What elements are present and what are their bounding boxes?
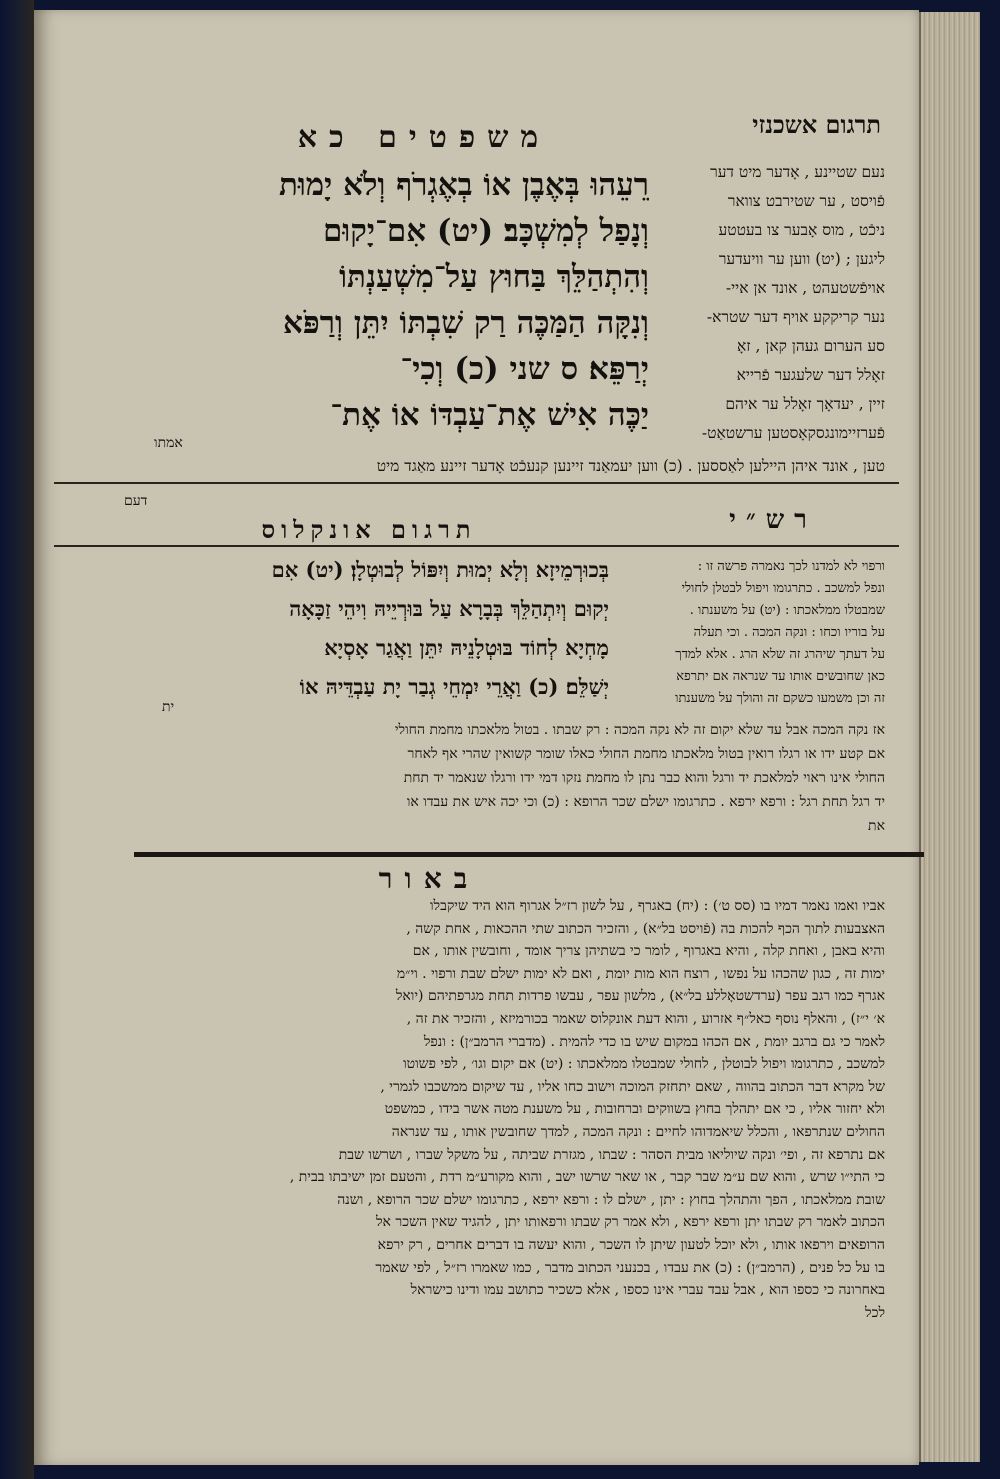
divider <box>54 482 899 484</box>
biur-line: ולא יחזור אליו , כי אם יתהלך בחוץ בשווקים וברחובות , על משענת מטה אשר בידו , כמשפט <box>384 1101 885 1118</box>
rashi-line: אז נקה המכה אבל עד שלא יקום זה לא נקה המכה : רק שבתו . בטול מלאכתו מחמת החולי <box>394 722 885 738</box>
margin-note: אמתו <box>154 435 183 451</box>
onkelos-line: מָחְיָא לְחוֹד בּוּטְלָנֵיהּ יִתֵּן וַאֲגַר אָסְיָא <box>324 635 609 660</box>
rashi-line: על בוריו וכחו : ונקה המכה . וכי תעלה <box>693 625 885 640</box>
rashi-line: אם קטע ידו או רגלו רואין בטול מלאכתו מחמת החולי כאלו שומר קשואין שהרי אף לאחר <box>407 746 885 762</box>
biur-line: לכל <box>865 1304 885 1321</box>
rashi-line: על דעתך שיהרג זה שלא הרג . אלא למדך <box>675 647 885 662</box>
page-edges <box>919 12 1000 1462</box>
yiddish-line: זאָלל דער שלעגער פֿרייא <box>736 366 885 384</box>
rashi-line: את <box>868 818 885 834</box>
verse-line: וְהִתְהַלֵּךְ בַּחוּץ עַל־מִשְׁעַנְתּוֹ <box>339 259 649 295</box>
yiddish-line: אויפֿשטעהט , אונד אן איי- <box>725 279 885 297</box>
margin-note: דעם <box>124 493 148 509</box>
biur-line: של מקרא דבר הכתוב בהווה , שאם יתחזק המוכה וישוב כחו אליו , עד שיקום ממשכבו לגמרי , <box>380 1078 885 1095</box>
biur-line: ימות זה , כגון שהכהו על נפשו , רוצח הוא מות יומת , ואם לא ימות ישלם שבת ורפוי . וי״מ <box>396 965 885 982</box>
catchword: ית <box>162 699 175 715</box>
onkelos-header: תרגום אונקלוס <box>261 515 477 544</box>
yiddish-full-width-line: טען , אונד איהן היילען לאַססען . (כ) ווען יעמאַנד זיינען קנעכֿט אָדער זיינע מאַגד מיט <box>376 457 885 475</box>
verse-line: יַכֶּה אִישׁ אֶת־עַבְדּוֹ אוֹ אֶת־ <box>330 397 649 433</box>
onkelos-line: יְשַׁלֵּם׃ (כ) וַאֲרֵי יִמְחֵי גְבַר יָת עַבְדֵּיהּ אוֹ <box>299 674 609 699</box>
verse-line: יְרַפֵּא׃ ס שני (כ) וְכִי־ <box>400 351 649 387</box>
section-rule <box>134 852 924 857</box>
rashi-line: כאן שחובשים אותו עד שנראה אם יתרפא <box>676 669 885 684</box>
yiddish-line: סע הערום געהן קאן , זאָ <box>736 337 885 355</box>
rashi-line: ורפוי לא למדנו לכך נאמרה פרשה זו : <box>697 559 885 574</box>
biur-line: הרופאים וירפאו אותו , ולא יוכל לטעון שיתן לו השכר , והוא יעשה בו דברים אחרים , רק ירפא <box>377 1236 885 1253</box>
biur-line: באחרונה כי כספו הוא , אבל עבד עברי אינו כספו , אלא כשכיר כתושב עמו ודינו כישראל <box>410 1282 885 1299</box>
rashi-line: יד רגל תחת רגל : ורפא ירפא . כתרגומו ישלם שכר הרופא : (כ) וכי יכה איש את עבדו או <box>406 794 885 810</box>
torah-verse-block <box>169 162 649 438</box>
yiddish-line: נער קריקקע אויף דער שטרא- <box>706 308 885 326</box>
biur-line: בו על כל פנים , (הרמב״ן) : (כ) את עבדו , בכנעני הכתוב מדבר , כמו שאמרו רז״ל , לפי שאמר <box>375 1259 885 1276</box>
yiddish-line: פֿערזיימונגסקאָסטען ערשטאַט- <box>701 424 885 442</box>
divider <box>54 545 899 547</box>
biur-line: אגרף כמו רגב עפר (ערדשטאָללע בל״א) , מלשון עפר , עבשו פרדות תחת מגרפתיהם (יואל <box>395 988 885 1005</box>
onkelos-text-block <box>109 550 609 706</box>
verse-line: רֵעֵהוּ בְּאֶבֶן אוֹ בְאֶגְרֹף וְלֹא יָמוּת <box>278 167 649 203</box>
onkelos-line: יְקוּם וְיִתְהַלֵּךְ בְּבָרָא עַל בּוּרְיֵיהּ וִיהֵי זַכָּאָה <box>289 596 609 621</box>
rashi-header: רש״י <box>729 505 817 535</box>
yiddish-line: נעם שטיינע , אָדער מיט דער <box>710 163 885 181</box>
yiddish-line: ליגען ; (יט) ווען ער וויעדער <box>718 250 885 268</box>
biur-line: א׳ י״ז) , והאלף נוסף כאל״ף אזרוע , והוא דעת אונקלוס שאמר בכורמיזא , והזכיר את זה , <box>406 1010 885 1027</box>
targum-ashkenazi-header: תרגום אשכנזי <box>752 110 881 139</box>
biur-line: אביו ואמו נאמר דמיו בו (סס ט׳) : (יח) באגרף , על לשון רז״ל אגרוף הוא היד שיקבלו <box>429 898 885 914</box>
rashi-line: החולי אינו ראוי למלאכת יד ורגל והוא כבר נתן לו מחמת נזקו דמי ידו ורגלו שנאמר יד תחת <box>403 770 885 786</box>
verse-line: וְנָפַל לְמִשְׁכָּב׃ (יט) אִם־יָקוּם <box>323 213 649 249</box>
yiddish-line: זיין , יעדאָך זאָלל ער איהם <box>725 395 885 413</box>
book-page <box>34 10 919 1465</box>
biur-header: באור <box>378 862 480 895</box>
rashi-line: שמבטלו ממלאכתו : (יט) על משענתו . <box>689 603 885 618</box>
book-spine-gutter <box>0 0 34 1479</box>
parasha-chapter-header: משפטים כא <box>297 120 551 155</box>
yiddish-translation-column <box>675 158 885 448</box>
biur-line: החולים שנתרפאו , והכלל שיאמדוהו לחיים : ונקה המכה , למדך שחובשין אותו , עד שנראה <box>391 1123 885 1140</box>
rashi-column <box>635 556 885 710</box>
yiddish-line: ניכֿט , מוס אָבער צו בעטטע <box>718 221 885 239</box>
rashi-full-width-block <box>85 718 885 838</box>
yiddish-line: פֿויסט , ער שטירבט צוואר <box>727 192 885 210</box>
biur-line: לאמר כי גם ברגב יומת , אם הכהו במקום שיש בו כדי להמית . (מדברי הרמב״ן) : ונפל <box>423 1033 885 1050</box>
biur-line: שובת ממלאכתו , הפך והתהלך בחוץ : יתן , ישלם לו : ורפא ירפא , כתרגומו ישלם שכר הרופא , ושנה <box>337 1191 885 1208</box>
biur-commentary-block <box>85 895 885 1324</box>
biur-line: הכתוב לאמר רק שבתו יתן ורפא ירפא , ולא אמר רק שבתו ורפאותו יתן , להגיד שאין השכר אל <box>375 1214 885 1231</box>
biur-line: אם נתרפא זה , ופי׳ ונקה שיוליאו מבית הסהר : שבתו , מגזרת שביתה , על משקל שברו , ושרשו שבת <box>338 1146 885 1163</box>
biur-line: כי התי״ו שרש , והוא שם ע״מ שבר קבר , או שאר שרשו ישב , והוא מקורע״מ רדת , והטעם זמן ישיבתו בבית , <box>289 1169 885 1186</box>
verse-line: וְנִקָּה הַמַּכֶּה רַק שִׁבְתּוֹ יִתֵּן וְרַפֹּא <box>283 305 649 341</box>
biur-line: האצבעות לתוך הכף להכות בה (פֿויסט בל״א) , והזכיר הכתוב שתי ההכאות , אחת קשה , <box>406 920 885 937</box>
biur-line: והיא באבן , ואחת קלה , והיא באגרוף , לומר כי בשתיהן צריך אומד , וחובשין אותו , אם <box>412 943 885 960</box>
onkelos-line: בְּכוּרְמֵיזָא וְלָא יְמוּת וְיִפּוֹל לְבוּטְלָן׃ (יט) אִם <box>271 557 609 582</box>
rashi-line: זה וכן משמעו כשקם זה והולך על משענתו <box>675 691 885 706</box>
biur-line: למשכב , כתרגומו ויפול לבוטלן , לחולי שמבטלו ממלאכתו : (יט) אם יקום וגו׳ , לפי פשוטו <box>403 1056 885 1073</box>
rashi-line: ונפל למשכב . כתרגומו ויפול לבטלן לחולי <box>681 581 885 596</box>
